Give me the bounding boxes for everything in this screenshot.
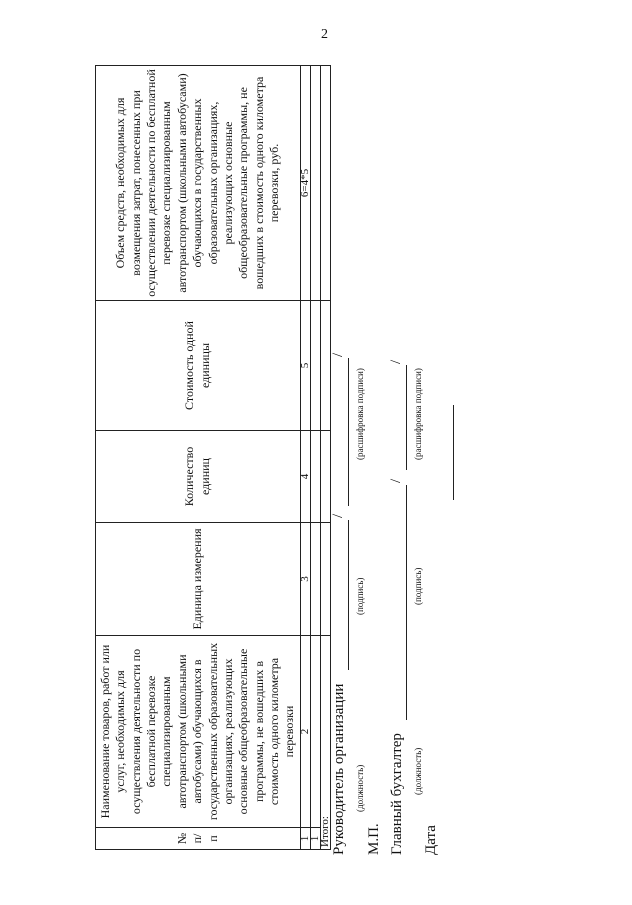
table-cell bbox=[310, 66, 320, 301]
slash-icon: / bbox=[330, 513, 346, 518]
table-cell bbox=[310, 301, 320, 431]
table-cell bbox=[310, 523, 320, 636]
column-number: 2 bbox=[300, 636, 310, 828]
table-header-row bbox=[96, 66, 301, 850]
head-signature-line bbox=[348, 520, 349, 670]
table-cell bbox=[320, 66, 330, 301]
table-column-numbers-row bbox=[300, 66, 310, 850]
expense-table bbox=[95, 65, 331, 850]
table-cell bbox=[310, 636, 320, 828]
accountant-signature-line bbox=[406, 485, 407, 720]
table-cell bbox=[320, 301, 330, 431]
total-label: Итого: bbox=[320, 636, 330, 850]
head-decode-line bbox=[348, 358, 349, 506]
date-line bbox=[453, 405, 454, 500]
accountant-decode-line bbox=[406, 365, 407, 470]
table-total-row bbox=[320, 66, 330, 850]
column-number: 6=4*5 bbox=[300, 66, 310, 301]
header-cell-unit-cost: Стоимость одной единицы bbox=[96, 301, 301, 431]
table-row bbox=[310, 66, 320, 850]
head-of-organization-label: Руководитель организации bbox=[331, 683, 347, 855]
header-cell-number: № п/п bbox=[96, 828, 301, 850]
column-number: 3 bbox=[300, 523, 310, 636]
header-cell-amount: Объем средств, необходимых для возмещения затрат, понесенных при осуществлении деятельности по бесплатной перевозке специализированным автотранспортом (школьными автобусами) обучающихся в государственных образовательных организациях, реализующих основные общеобразовательные программы, не вошедших в стоимость одного километра перевозки, руб. bbox=[96, 66, 301, 301]
slash-icon: / bbox=[388, 359, 404, 364]
stamp-label: М.П. bbox=[366, 823, 382, 855]
head-position-caption: (должность) bbox=[355, 764, 365, 812]
date-label: Дата bbox=[423, 825, 439, 855]
column-number: 4 bbox=[300, 431, 310, 523]
header-cell-unit: Единица измерения bbox=[96, 523, 301, 636]
accountant-signature-caption: (подпись) bbox=[413, 567, 423, 605]
chief-accountant-label: Главный бухгалтер bbox=[389, 733, 405, 855]
row-number: 1 bbox=[310, 828, 320, 850]
rotated-form bbox=[3, 69, 439, 870]
head-signature-caption: (подпись) bbox=[355, 577, 365, 615]
accountant-position-caption: (должность) bbox=[413, 747, 423, 795]
column-number: 5 bbox=[300, 301, 310, 431]
page-number: 2 bbox=[321, 27, 328, 42]
accountant-decode-caption: (расшифровка подписи) bbox=[413, 368, 423, 460]
slash-icon: / bbox=[388, 478, 404, 483]
table-cell bbox=[320, 523, 330, 636]
column-number: 1 bbox=[300, 828, 310, 850]
slash-icon: / bbox=[330, 352, 346, 357]
header-cell-name: Наименование товаров, работ или услуг, необходимых для осуществления деятельности по бесплатной перевозке специализированным автотранспортом (школьными автобусами) обучающихся в государственных образовательных организациях, реализующих основные общеобразовательные программы, не вошедших в стоимость одного километра перевозки bbox=[96, 636, 301, 828]
header-cell-quantity: Количество единиц bbox=[96, 431, 301, 523]
table-cell bbox=[320, 431, 330, 523]
table-cell bbox=[310, 431, 320, 523]
head-decode-caption: (расшифровка подписи) bbox=[355, 368, 365, 460]
